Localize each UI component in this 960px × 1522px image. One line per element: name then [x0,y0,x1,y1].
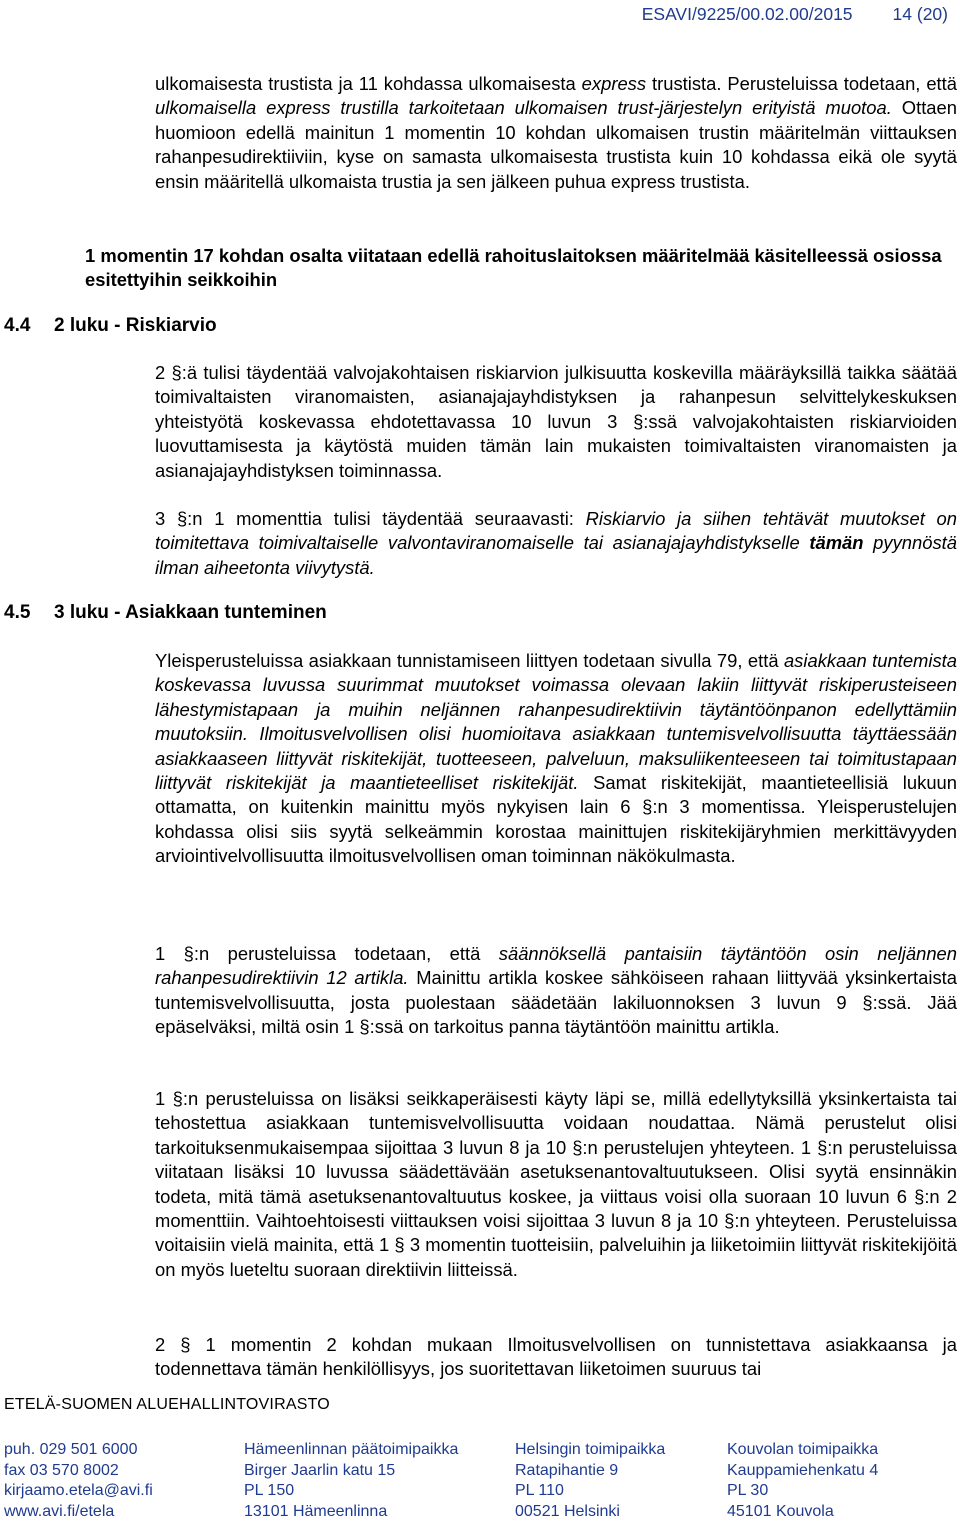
p1-text-b: express [581,73,647,94]
p3-text-d: pyynnöstä ilman aiheetonta viivytystä. [155,532,957,578]
footer-office-kouvola [727,1440,878,1522]
office-name: Kouvolan toimipaikka [727,1441,879,1458]
office-name: Helsingin toimipaikka [515,1441,666,1458]
p3-text-b: Riskiarvio ja siihen tehtävät muutokset on toimitettava toimivaltaiselle valvontaviranomaiselle tai asianajajayhdistykselle [155,508,958,554]
section-title: 3 luku - Asiakkaan tunteminen [54,602,327,623]
bold-note: 1 momentin 17 kohdan osalta viitataan edellä rahoituslaitoksen määritelmää käsitelleessä osiossa esitettyihin seikkoihin [85,245,942,291]
footer-organization: ETELÄ-SUOMEN ALUEHALLINTOVIRASTO [4,1396,330,1413]
office-po-box: PL 30 [727,1482,769,1500]
p4-text-a: Yleisperusteluissa asiakkaan tunnistamiseen liittyen todetaan sivulla 79, että [155,650,784,671]
p3-text-a: 3 §:n 1 momenttia tulisi täydentää seuraavasti: [155,508,586,529]
p5-text-a: 1 §:n perusteluissa todetaan, että [155,943,499,964]
paragraph-1-paragraph-perustelut [155,942,957,1040]
section-title: 2 luku - Riskiarvio [54,315,217,336]
office-po-box: PL 110 [515,1482,564,1500]
footer-office-helsinki [515,1440,665,1522]
office-street: Birger Jaarlin katu 15 [244,1461,396,1479]
page-number: 14 (20) [892,4,948,24]
p4-text-c: Samat riskitekijät, maantieteellisiä lukuun ottamatta, on kuitenkin mainittu myös nykyisen lain 6 §:n 3 momentissa. Yleisperustelujen kohdassa olisi siis syytä selkeämmin korostaa mainittujen riskitekijäryhmien merkittävyyden arviointivelvollisuutta ilmoitusvelvollisen oman toiminnan näkökulmasta. [155,772,957,867]
section-heading-4-5 [4,602,327,624]
office-street: Ratapihantie 9 [515,1461,619,1479]
p3-text-c-bold: tämän [809,532,864,554]
office-street: Kauppamiehenkatu 4 [727,1461,879,1479]
p1-text-d: ulkomaisella express trustilla tarkoitetaan ulkomaisen trust-järjestelyn erityistä muotoa. [155,97,892,119]
p5-text-b: säännöksellä pantaisiin täytäntöön osin neljännen rahanpesudirektiivin 12 artikla. [155,943,958,989]
paragraph-3-paragraph [155,507,957,580]
section-number: 4.4 [4,315,31,336]
footer-contact-column [4,1440,153,1522]
paragraph-1-paragraph-lisaksi: 1 §:n perusteluissa on lisäksi seikkaperäisesti käyty läpi se, millä edellytyksillä yksinkertaista tai tehostettua asiakkaan tuntemisvelvollisuutta voidaan noudattaa. Nämä perustelut olisi tarkoituksenmukaisempaa sijoittaa 3 luvun 8 ja 10 §:n perustelujen yhteyteen. 1 §:n perusteluissa viitataan lisäksi 10 luvussa säädettävään asetuksenantovaltuutukseen. Olisi syytä ensinnäkin todeta, mitä tämä asetuksenantovaltuutus koskee, ja viittaus voisi olla suoraan 10 luvun 6 §:n 2 momenttiin. Vaihtoehtoisesti viittauksen voisi sijoittaa 3 luvun 8 ja 10 §:n yhteyteen. Perusteluissa voitaisiin vielä mainita, että 1 § 3 momentin tuotteisiin, palveluihin ja liiketoimiin liittyvät riskitekijöitä on myös lueteltu suoraan direktiivin liitteissä. [155,1088,957,1280]
document-reference: ESAVI/9225/00.02.00/2015 [641,4,853,24]
website-link[interactable]: www.avi.fi/etela [4,1502,115,1520]
paragraph-2-paragraph: 2 § 1 momentin 2 kohdan mukaan Ilmoitusvelvollisen on tunnistettava asiakkaansa ja todennettava tämän henkilöllisyys, jos suoritettavan liiketoimen suuruus tai [155,1334,957,1380]
footer-office-hameenlinna [244,1440,458,1522]
paragraph-riskiarvio: 2 §:ä tulisi täydentää valvojakohtaisen riskiarvion julkisuutta koskevilla määräyksillä taikka säätää toimivaltaisten viranomaisten, asianajajayhdistyksen ja rahanpesun selvittelykeskuksen yhteistyötä koskevassa ehdotettavassa 10 luvun 3 §:ssä valvojakohtaisten riskiarvioiden luovuttamisesta ja käytöstä muiden tämän lain mukaisten toimivaltaisten viranomaisten ja asianajajayhdistyksen toiminnassa. [155,362,957,481]
office-name: Hämeenlinnan päätoimipaikka [244,1441,459,1458]
office-po-box: PL 150 [244,1482,295,1500]
p1-text-e: Ottaen huomioon edellä mainitun 1 momentin 10 kohdan ulkomaisen trustin määritelmän viittauksen rahanpesudirektiiviin, kyse on samasta ulkomaisesta trustista kuin 10 kohdassa eikä ole syytä ensin määritellä ulkomaista trustia ja sen jälkeen puhua express trustista. [155,97,957,192]
section-number: 4.5 [4,602,31,623]
phone: puh. 029 501 6000 [4,1441,138,1458]
office-postal: 45101 Kouvola [727,1502,834,1520]
p1-text-a: ulkomaisesta trustista ja 11 kohdassa ulkomaisesta [155,73,582,94]
paragraph-yleisperustelut [155,649,957,869]
office-postal: 00521 Helsinki [515,1502,620,1520]
section-heading-4-4 [4,315,217,337]
p4-text-b: asiakkaan tuntemista koskevassa luvussa suurimmat muutokset voimassa olevaan lakiin liittyvät riskiperusteiseen lähestymistapaan ja muihin neljännen rahanpesudirektiivin täytäntöönpanon edellyttämiin muutoksiin. Ilmoitusvelvollisen olisi huomioitava asiakkaan tuntemisvelvollisuutta täyttäessään asiakkaaseen liittyvät riskitekijät, tuotteeseen, palveluun, maksuliikenteeseen tai toimitustapaan liittyvät riskitekijät ja maantieteelliset riskitekijät. [155,650,958,794]
paragraph-express-trust [155,72,957,194]
p1-text-c: trustista. Perusteluissa todetaan, että [646,73,958,94]
office-postal: 13101 Hämeenlinna [244,1502,388,1520]
p5-text-c: Mainittu artikla koskee sähköiseen rahaan liittyvää yksinkertaista tuntemisvelvollisuutta, josta puolestaan säädetään lakiluonnoksen 3 luvun 9 §:ssä. Jää epäselväksi, miltä osin 1 §:ssä on tarkoitus panna täytäntöön mainittu artikla. [155,967,957,1038]
document-header [642,4,948,25]
fax: fax 03 570 8002 [4,1461,119,1479]
email-link[interactable]: kirjaamo.etela@avi.fi [4,1482,153,1500]
